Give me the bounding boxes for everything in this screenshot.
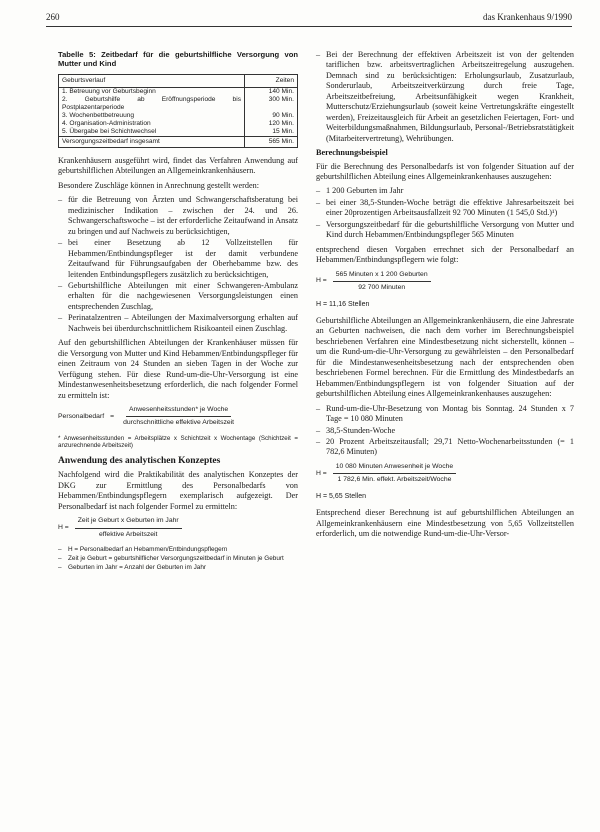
- formula-lhs: Personalbedarf: [58, 412, 105, 420]
- formula-numerator: 10 080 Minuten Anwesenheit je Woche: [333, 462, 456, 474]
- table-caption: Tabelle 5: Zeitbedarf für die geburtshilfliche Versorgung von Mutter und Kind: [58, 50, 298, 68]
- paragraph: Krankenhäusern ausgeführt wird, findet das Verfahren Anwendung auf geburtshilflichen Abteilungen an Allgemeinkrankenhäusern.: [58, 156, 298, 176]
- formula-numerator: Zeit je Geburt x Geburten im Jahr: [75, 516, 182, 528]
- paragraph: Besondere Zuschläge können in Anrechnung gestellt werden:: [58, 180, 259, 190]
- row-label: 5. Übergabe bei Schichtwechsel: [62, 128, 157, 135]
- column-header-course: Geburtsverlauf: [59, 75, 245, 88]
- formula-numerator: 565 Minuten x 1 200 Geburten: [333, 270, 431, 282]
- row-time: 15 Min.: [245, 128, 298, 137]
- formula-numerator: Anwesenheitsstunden* je Woche: [126, 405, 231, 417]
- formula-lhs: H =: [58, 523, 69, 531]
- row-label: 3. Wochenbettbetreuung: [62, 112, 135, 119]
- table-header-row: [59, 75, 298, 88]
- sum-label: Versorgungszeitbedarf insgesamt: [59, 137, 245, 148]
- subheading: Berechnungsbeispiel: [316, 148, 388, 158]
- list-item: – Perinatalzentren – Abteilungen der Maximalversorgung erhalten auf Nachweis bei überdurchschnittlichem Risikoanteil einen Zuschlag.: [58, 313, 298, 334]
- table-row: [59, 96, 298, 112]
- worktime-list: [316, 50, 574, 144]
- row-time: 300 Min.: [245, 96, 298, 112]
- list-item: – Zeit je Geburt = geburtshilflicher Versorgungszeitbedarf in Minuten je Geburt: [58, 555, 298, 563]
- list-item: – bei einer Besetzung ab 12 Vollzeitstellen für Hebammen/Entbindungspfleger ist der damit verbundene Zeitaufwand für Führungsaufgaben der Oberhebamme bzw. des leitenden Entbindungspflegers zusätzlich zu berücksichtigen,: [58, 238, 298, 280]
- formula-denominator: 92 700 Minuten: [358, 284, 406, 292]
- table-row: [59, 112, 298, 120]
- list-item: – Versorgungszeitbedarf für die geburtshilfliche Versorgung von Mutter und Kind durch Hebammen/Entbindungspfleger 565 Minuten: [316, 220, 574, 241]
- page-number: 260: [46, 12, 60, 22]
- list-item: – 38,5-Stunden-Woche: [316, 426, 574, 436]
- result: H = 11,16 Stellen: [316, 300, 370, 308]
- list-item: – Rund-um-die-Uhr-Besetzung von Montag bis Sonntag. 24 Stunden x 7 Tage = 10 080 Minuten: [316, 404, 574, 425]
- table-row: [59, 120, 298, 128]
- paragraph: Für die Berechnung des Personalbedarfs ist von folgender Situation auf der geburtshilflichen Abteilung eines Allgemeinkrankenhauses auszugehen:: [316, 161, 574, 181]
- list-item: – Geburtshilfliche Abteilungen mit einer Schwangeren-Ambulanz erhalten für die nachgewiesenen Versorgungsleistungen einen entsprechenden Zuschlag,: [58, 281, 298, 312]
- formula-h: [58, 516, 298, 540]
- list-item: – Bei der Berechnung der effektiven Arbeitszeit ist von der geltenden tariflichen bzw. arbeitsvertraglichen Arbeitszeitregelung auszugehen. Demnach sind zu berücksichtigen: Erholungsurlaub, Zusatzurlaub, Sonderurlaub, Arbeitszeitverkürzung durch freie Tage, Arbeitszeitbefreiung, Arbeitsunfähigkeit wegen Krankheit, Mutterschutz/Erziehungsurlaub (soweit keine Vertretungskräfte eingestellt werden), Freizeitausgleich für Arbeit an gesetzlichen Feiertagen, Fort- und Weiterbildungsmaßnahmen, Bildungsurlaub, Personal-/Betriebsratstätigkeit (Mitarbeitervertretung), Wehrübungen.: [316, 50, 574, 144]
- row-label: 4. Organisation-Administration: [62, 120, 151, 127]
- section-title: Anwendung des analytischen Konzeptes: [58, 455, 221, 466]
- table-sum-row: [59, 137, 298, 148]
- time-table: [58, 74, 298, 148]
- row-label: 2. Geburtshilfe ab Eröffnungsperiode bis Postplazentarperiode: [62, 96, 241, 111]
- formula-lhs: H =: [316, 277, 327, 285]
- list-item: – 1 200 Geburten im Jahr: [316, 186, 574, 196]
- list-item: – H = Personalbedarf an Hebammen/Entbindungspflegern: [58, 546, 298, 554]
- surcharge-list: [58, 195, 298, 334]
- formula-example: [316, 270, 574, 294]
- list-item: – für die Betreuung von Ärzten und Schwangerschaftsberatung bei medizinischer Indikation – zwischen der 24. und 26. Schwangerschaftswoche – ist der erforderliche Zeitaufwand in Ansatz zu bringen und auf Nachweis zu berücksichtigen,: [58, 195, 298, 237]
- list-item: – 20 Prozent Arbeitszeitausfall; 29,71 Netto-Wochenarbeitsstunden (= 1 782,6 Minuten): [316, 437, 574, 458]
- row-time: 140 Min.: [245, 88, 298, 97]
- table-row: [59, 128, 298, 137]
- list-item: – Geburten im Jahr = Anzahl der Geburten im Jahr: [58, 564, 298, 572]
- left-column: [58, 50, 298, 576]
- list-item: – bei einer 38,5-Stunden-Woche beträgt die effektive Jahresarbeitszeit bei einer 20prozentigen Arbeitsausfallzeit 92 700 Minuten (1 545,0 Std.)¹): [316, 198, 574, 219]
- sum-time: 565 Min.: [245, 137, 298, 148]
- page-header: [46, 12, 572, 27]
- formula-denominator: 1 782,6 Min. effekt. Arbeitszeit/Woche: [337, 476, 452, 484]
- formula-denominator: durchschnittliche effektive Arbeitszeit: [123, 419, 235, 427]
- formula-lhs: H =: [316, 469, 327, 477]
- minimum-list: [316, 404, 574, 458]
- right-column: [316, 50, 574, 544]
- paragraph: Nachfolgend wird die Praktikabilität des analytischen Konzeptes der DKG zur Ermittlung des Personalbedarfs von Hebammen/Entbindungspflegern exemplarisch aufgezeigt. Der Personalbedarf ist nach folgender Formel zu ermitteln:: [58, 470, 298, 511]
- formula-denominator: effektive Arbeitszeit: [99, 530, 158, 538]
- paragraph: entsprechend diesen Vorgaben errechnet sich der Personalbedarf an Hebammen/Entbindungspflegern wie folgt:: [316, 244, 574, 265]
- table-row: [59, 88, 298, 97]
- paragraph: Entsprechend dieser Berechnung ist auf geburtshilflichen Abteilungen an Allgemeinkrankenhäusern eine Mindestbesetzung von 5,65 Vollzeitstellen erforderlich, um die notwendige Rund-um-die-Uhr-Versor-: [316, 508, 574, 539]
- formula-minimum: [316, 462, 574, 486]
- row-time: 120 Min.: [245, 120, 298, 128]
- row-time: 90 Min.: [245, 112, 298, 120]
- formula-personnel: Personalbedarf = $\frac{\text{Anwesenheitsstunden* je Woche}}{\text{durchschnittliche effektive Arbeitszeit}}$: [58, 405, 298, 429]
- footnote: * Anwesenheitsstunden = Arbeitsplätze x Schichtzeit x Wochentage (Schichtzeit = anzurechnende Arbeitszeit): [58, 434, 298, 450]
- column-header-time: Zeiten: [245, 75, 298, 88]
- result: H = 5,65 Stellen: [316, 492, 367, 500]
- journal-title: das Krankenhaus 9/1990: [483, 12, 572, 22]
- definition-list: [58, 546, 298, 572]
- row-label: 1. Betreuung vor Geburtsbeginn: [62, 88, 156, 95]
- situation-list: [316, 186, 574, 240]
- paragraph: Geburtshilfliche Abteilungen an Allgemeinkrankenhäusern, die eine Jahresrate an Geburten nachweisen, die nach dem vorher im Berechnungsbeispiel beschriebenen Verfahren eine Mindestbesetzung nicht sicherstellt, können – um die Rund-um-die-Uhr-Versorgung zu gewährleisten – den Personalbedarf für die Mindestanwesenheitsbesetzung nach der entsprechenden oben beschriebenen Formel berechnen. Für die Ermittlung des Mindestbedarfs an Hebammen/Entbindungspflegern ist von folgender Situation auf der geburtshilflichen Abteilung eines Allgemeinkrankenhauses auszugehen:: [316, 315, 574, 399]
- paragraph: Auf den geburtshilflichen Abteilungen der Krankenhäuser müssen für die Versorgung von Mutter und Kind Hebammen/Entbindungspfleger für einen Zeitraum von 24 Stunden an sieben Tagen in der Woche zur Verfügung stehen. Für diese Rund-um-die-Uhr-Versorgung ist eine Mindestanwesenheitsbesetzung erforderlich, die nach folgender Formel zu ermitteln ist:: [58, 338, 298, 400]
